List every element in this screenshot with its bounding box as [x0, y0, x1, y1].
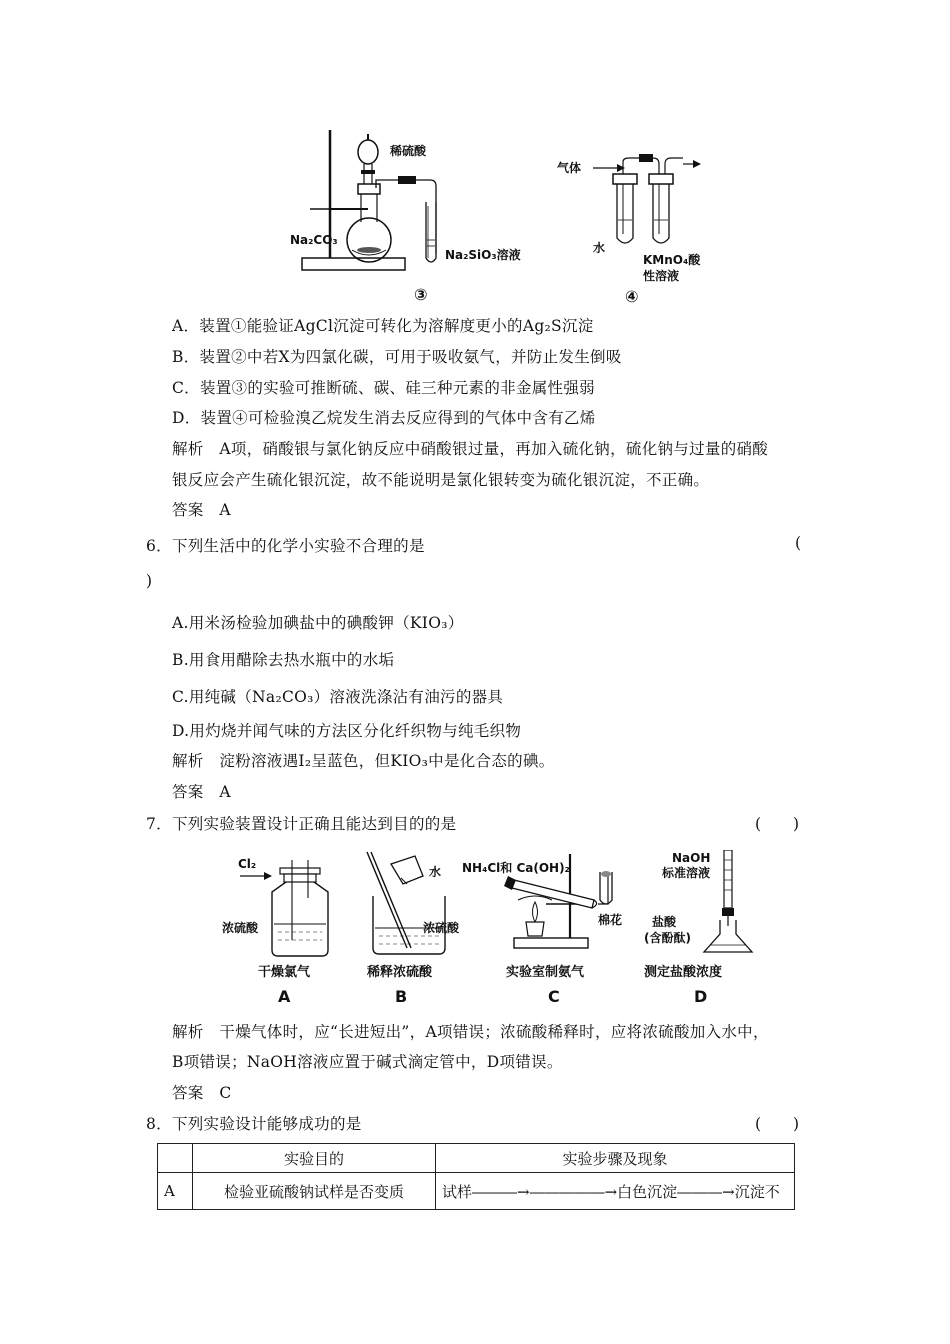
label-water-b: 水: [429, 865, 442, 879]
q5-option-c: C．装置③的实验可推断硫、碳、硅三种元素的非金属性强弱: [172, 379, 595, 397]
q5-analysis-line1: 解析 A项，硝酸银与氯化钠反应中硝酸银过量，再加入硫化钠，硫化钠与过量的硝酸: [172, 440, 769, 458]
label-gas: 气体: [557, 161, 582, 175]
q5-answer: 答案 A: [172, 501, 231, 519]
label-naoh: NaOH: [672, 851, 711, 865]
label-nh4cl-caoh2: NH₄Cl和 Ca(OH)₂: [462, 861, 570, 875]
letter-fig-a: A: [278, 987, 291, 1005]
q7-analysis-line2: B项错误；NaOH溶液应置于碱式滴定管中，D项错误。: [172, 1053, 563, 1071]
label-dilute-h2so4: 稀硫酸: [390, 144, 427, 158]
table-header-letter: [158, 1144, 193, 1173]
label-acidic-solution: 性溶液: [643, 269, 680, 283]
q7-figure-b: [355, 850, 475, 1005]
q7-analysis-line1: 解析 干燥气体时，应“长进短出”，A项错误；浓硫酸稀释时，应将浓硫酸加入水中，: [172, 1023, 769, 1041]
table-header-steps: 实验步骤及现象: [436, 1144, 795, 1173]
caption-fig-c: 实验室制氨气: [506, 965, 585, 980]
q5-option-a: A．装置①能验证AgCl沉淀可转化为溶解度更小的Ag₂S沉淀: [172, 317, 594, 335]
label-conc-h2so4-a: 浓硫酸: [222, 921, 259, 935]
q5-option-d: D．装置④可检验溴乙烷发生消去反应得到的气体中含有乙烯: [172, 409, 596, 427]
letter-fig-c: C: [548, 987, 560, 1005]
q8-paren: ( ): [755, 1115, 800, 1133]
label-cl2: Cl₂: [238, 857, 257, 871]
q6-option-a: A.用米汤检验加碘盐中的碘酸钾（KIO₃）: [172, 614, 464, 632]
q6-analysis: 解析 淀粉溶液遇I₂呈蓝色，但KIO₃中是化合态的碘。: [172, 752, 555, 770]
table-cell-steps: 试样―――→―――――→白色沉淀―――→沉淀不: [436, 1173, 795, 1210]
table-header-purpose: 实验目的: [193, 1144, 436, 1173]
q5-analysis-line2: 银反应会产生硫化银沉淀，故不能说明是氯化银转变为硫化银沉淀，不正确。: [172, 471, 710, 489]
label-hcl: 盐酸: [652, 915, 677, 929]
caption-fig-d: 测定盐酸浓度: [644, 965, 723, 980]
q7-paren: ( ): [755, 815, 800, 833]
apparatus-3-figure: [290, 122, 540, 307]
label-conc-h2so4-b: 浓硫酸: [423, 921, 460, 935]
q6-option-b: B.用食用醋除去热水瓶中的水垢: [172, 651, 395, 669]
label-kmno4: KMnO₄酸: [643, 253, 701, 267]
q6-paren-close: ): [146, 572, 153, 590]
label-na2co3: Na₂CO₃: [290, 233, 338, 247]
q6-option-d: D.用灼烧并闻气味的方法区分化纤织物与纯毛织物: [172, 722, 522, 740]
apparatus-4-figure: [555, 150, 725, 305]
label-standard-solution: 标准溶液: [662, 866, 711, 880]
q6-answer: 答案 A: [172, 783, 231, 801]
q6-paren-open: (: [795, 534, 802, 552]
letter-fig-d: D: [694, 987, 708, 1005]
q6-option-c: C.用纯碱（Na₂CO₃）溶液洗涤沾有油污的器具: [172, 688, 504, 706]
q7-stem: 7．下列实验装置设计正确且能达到目的的是: [146, 815, 457, 833]
q8-table: [157, 1143, 795, 1210]
table-cell-letter: A: [158, 1173, 193, 1210]
q7-figure-a: [222, 850, 342, 1005]
label-cotton: 棉花: [598, 913, 623, 927]
q7-figure-c: [458, 850, 638, 1005]
label-phenolphthalein: (含酚酞): [644, 931, 691, 945]
q6-stem: 6．下列生活中的化学小实验不合理的是: [146, 537, 425, 555]
caption-apparatus-4: ④: [625, 287, 639, 305]
label-water: 水: [593, 241, 606, 255]
caption-fig-b: 稀释浓硫酸: [367, 965, 433, 980]
q7-figure-d: [640, 850, 770, 1005]
label-na2sio3: Na₂SiO₃溶液: [445, 248, 521, 262]
q5-option-b: B．装置②中若X为四氯化碳，可用于吸收氨气，并防止发生倒吸: [172, 348, 622, 366]
table-row: [158, 1173, 795, 1210]
q7-answer: 答案 C: [172, 1084, 232, 1102]
table-cell-purpose: 检验亚硫酸钠试样是否变质: [193, 1173, 436, 1210]
caption-apparatus-3: ③: [414, 285, 428, 304]
letter-fig-b: B: [395, 987, 408, 1005]
q8-stem: 8．下列实验设计能够成功的是: [146, 1115, 362, 1133]
caption-fig-a: 干燥氯气: [258, 965, 311, 980]
table-header-row: [158, 1144, 795, 1173]
